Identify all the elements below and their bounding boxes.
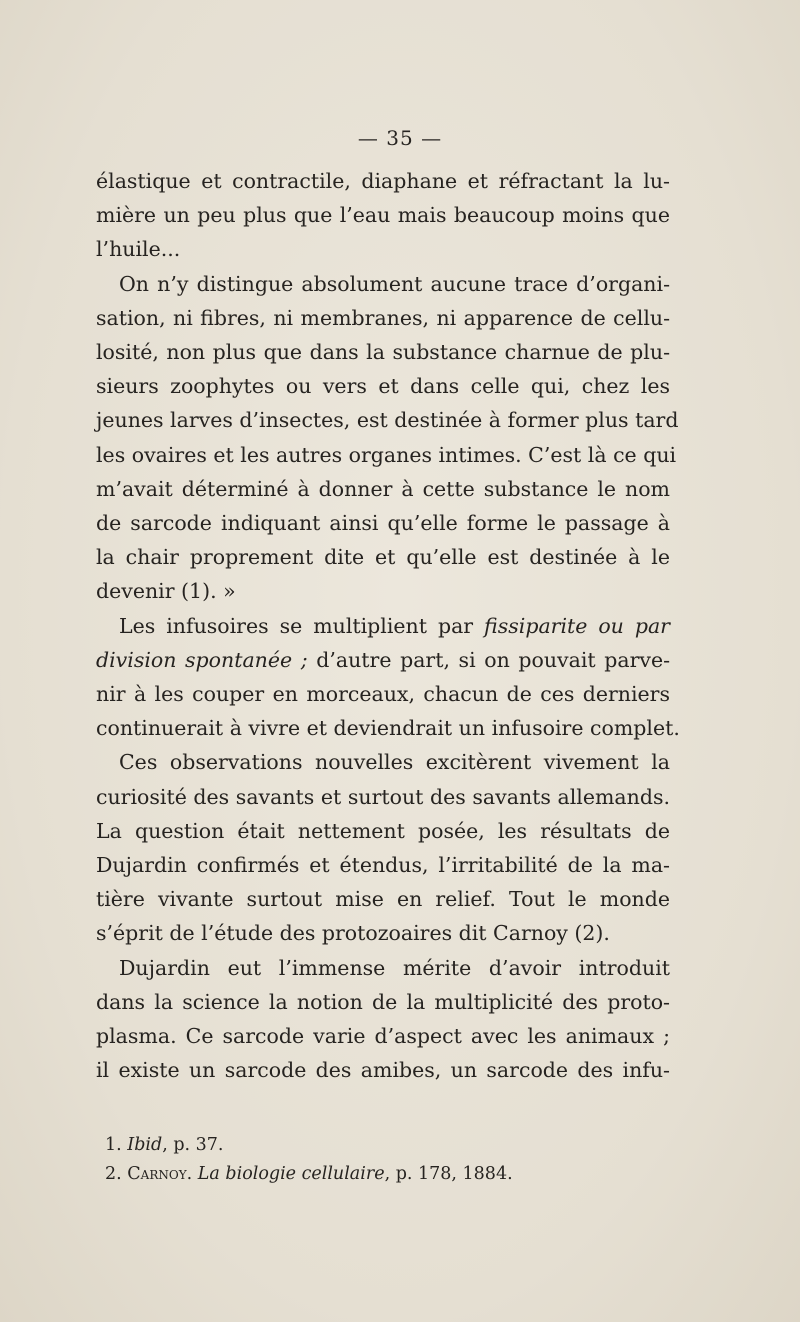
text-line: plasma. Ce sarcode varie d’aspect avec les animaux ; xyxy=(96,1024,670,1049)
text-line: élastique et contractile, diaphane et réfractant la lu- xyxy=(96,169,670,193)
text-line: l’huile... xyxy=(96,237,181,262)
paragraph-3 xyxy=(96,609,680,746)
text-line: de sarcode indiquant ainsi qu’elle forme le passage à xyxy=(96,511,670,536)
paragraph-4 xyxy=(96,745,670,950)
footnote-2 xyxy=(105,1160,665,1189)
text-line: La question était nettement posée, les résultats de xyxy=(96,818,670,843)
footnote-number: 1. xyxy=(105,1135,122,1155)
italic-segment: fissiparite ou par xyxy=(484,613,670,638)
paragraph-2 xyxy=(96,267,679,609)
page-number: — 35 — xyxy=(357,126,443,150)
text-line: jeunes larves d’insectes, est destinée à former plus tard xyxy=(96,408,679,433)
footnote-text: , p. 178, 1884. xyxy=(384,1164,513,1184)
text-line: Ces observations nouvelles excitèrent vivement la xyxy=(119,750,670,775)
text-line: Dujardin confirmés et étendus, l’irritabilité de la ma- xyxy=(96,853,670,878)
italic-segment: division spontanée ; xyxy=(96,647,308,672)
text-line xyxy=(96,609,670,643)
text-segment: d’autre part, si on pouvait parve- xyxy=(307,647,671,672)
text-line: s’éprit de l’étude des protozoaires dit Carnoy (2). xyxy=(96,921,610,946)
footnote-1 xyxy=(105,1131,665,1160)
footnotes xyxy=(105,1131,665,1189)
text-line: sieurs zoophytes ou vers et dans celle qui, chez les xyxy=(96,374,670,399)
text-line: losité, non plus que dans la substance charnue de plu- xyxy=(96,340,670,365)
paragraph-5 xyxy=(96,951,670,1088)
text-line: sation, ni fibres, ni membranes, ni apparence de cellu- xyxy=(96,305,670,330)
text-line: devenir (1). » xyxy=(96,579,236,604)
footnote-italic: Ibid xyxy=(127,1135,163,1155)
text-line: tière vivante surtout mise en relief. Tout le monde xyxy=(96,887,670,912)
text-line: la chair proprement dite et qu’elle est destinée à le xyxy=(96,545,670,570)
footnote-separator: . xyxy=(186,1164,198,1184)
text-line xyxy=(96,643,670,677)
text-segment: Les infusoires se multiplient par xyxy=(119,613,485,638)
text-line: nir à les couper en morceaux, chacun de ces derniers xyxy=(96,682,670,707)
text-line: Dujardin eut l’immense mérite d’avoir introduit xyxy=(119,955,670,980)
footnote-author: Carnoy xyxy=(127,1164,187,1184)
footnote-italic: La biologie cellulaire xyxy=(197,1164,385,1184)
text-line: m’avait déterminé à donner à cette substance le nom xyxy=(96,476,670,501)
text-line: dans la science la notion de la multiplicité des proto- xyxy=(96,989,670,1014)
text-line: continuerait à vivre et deviendrait un infusoire complet. xyxy=(96,716,680,741)
text-line: curiosité des savants et surtout des savants allemands. xyxy=(96,784,670,809)
text-line: On n’y distingue absolument aucune trace d’organi- xyxy=(119,271,670,296)
paragraph-1 xyxy=(96,164,670,267)
footnote-number: 2. xyxy=(105,1164,122,1184)
footnote-text: , p. 37. xyxy=(162,1135,224,1155)
body-text xyxy=(96,164,680,1087)
text-line: il existe un sarcode des amibes, un sarcode des infu- xyxy=(96,1058,670,1083)
text-line: mière un peu plus que l’eau mais beaucoup moins que xyxy=(96,203,670,228)
text-line: les ovaires et les autres organes intimes. C’est là ce qui xyxy=(96,442,677,467)
